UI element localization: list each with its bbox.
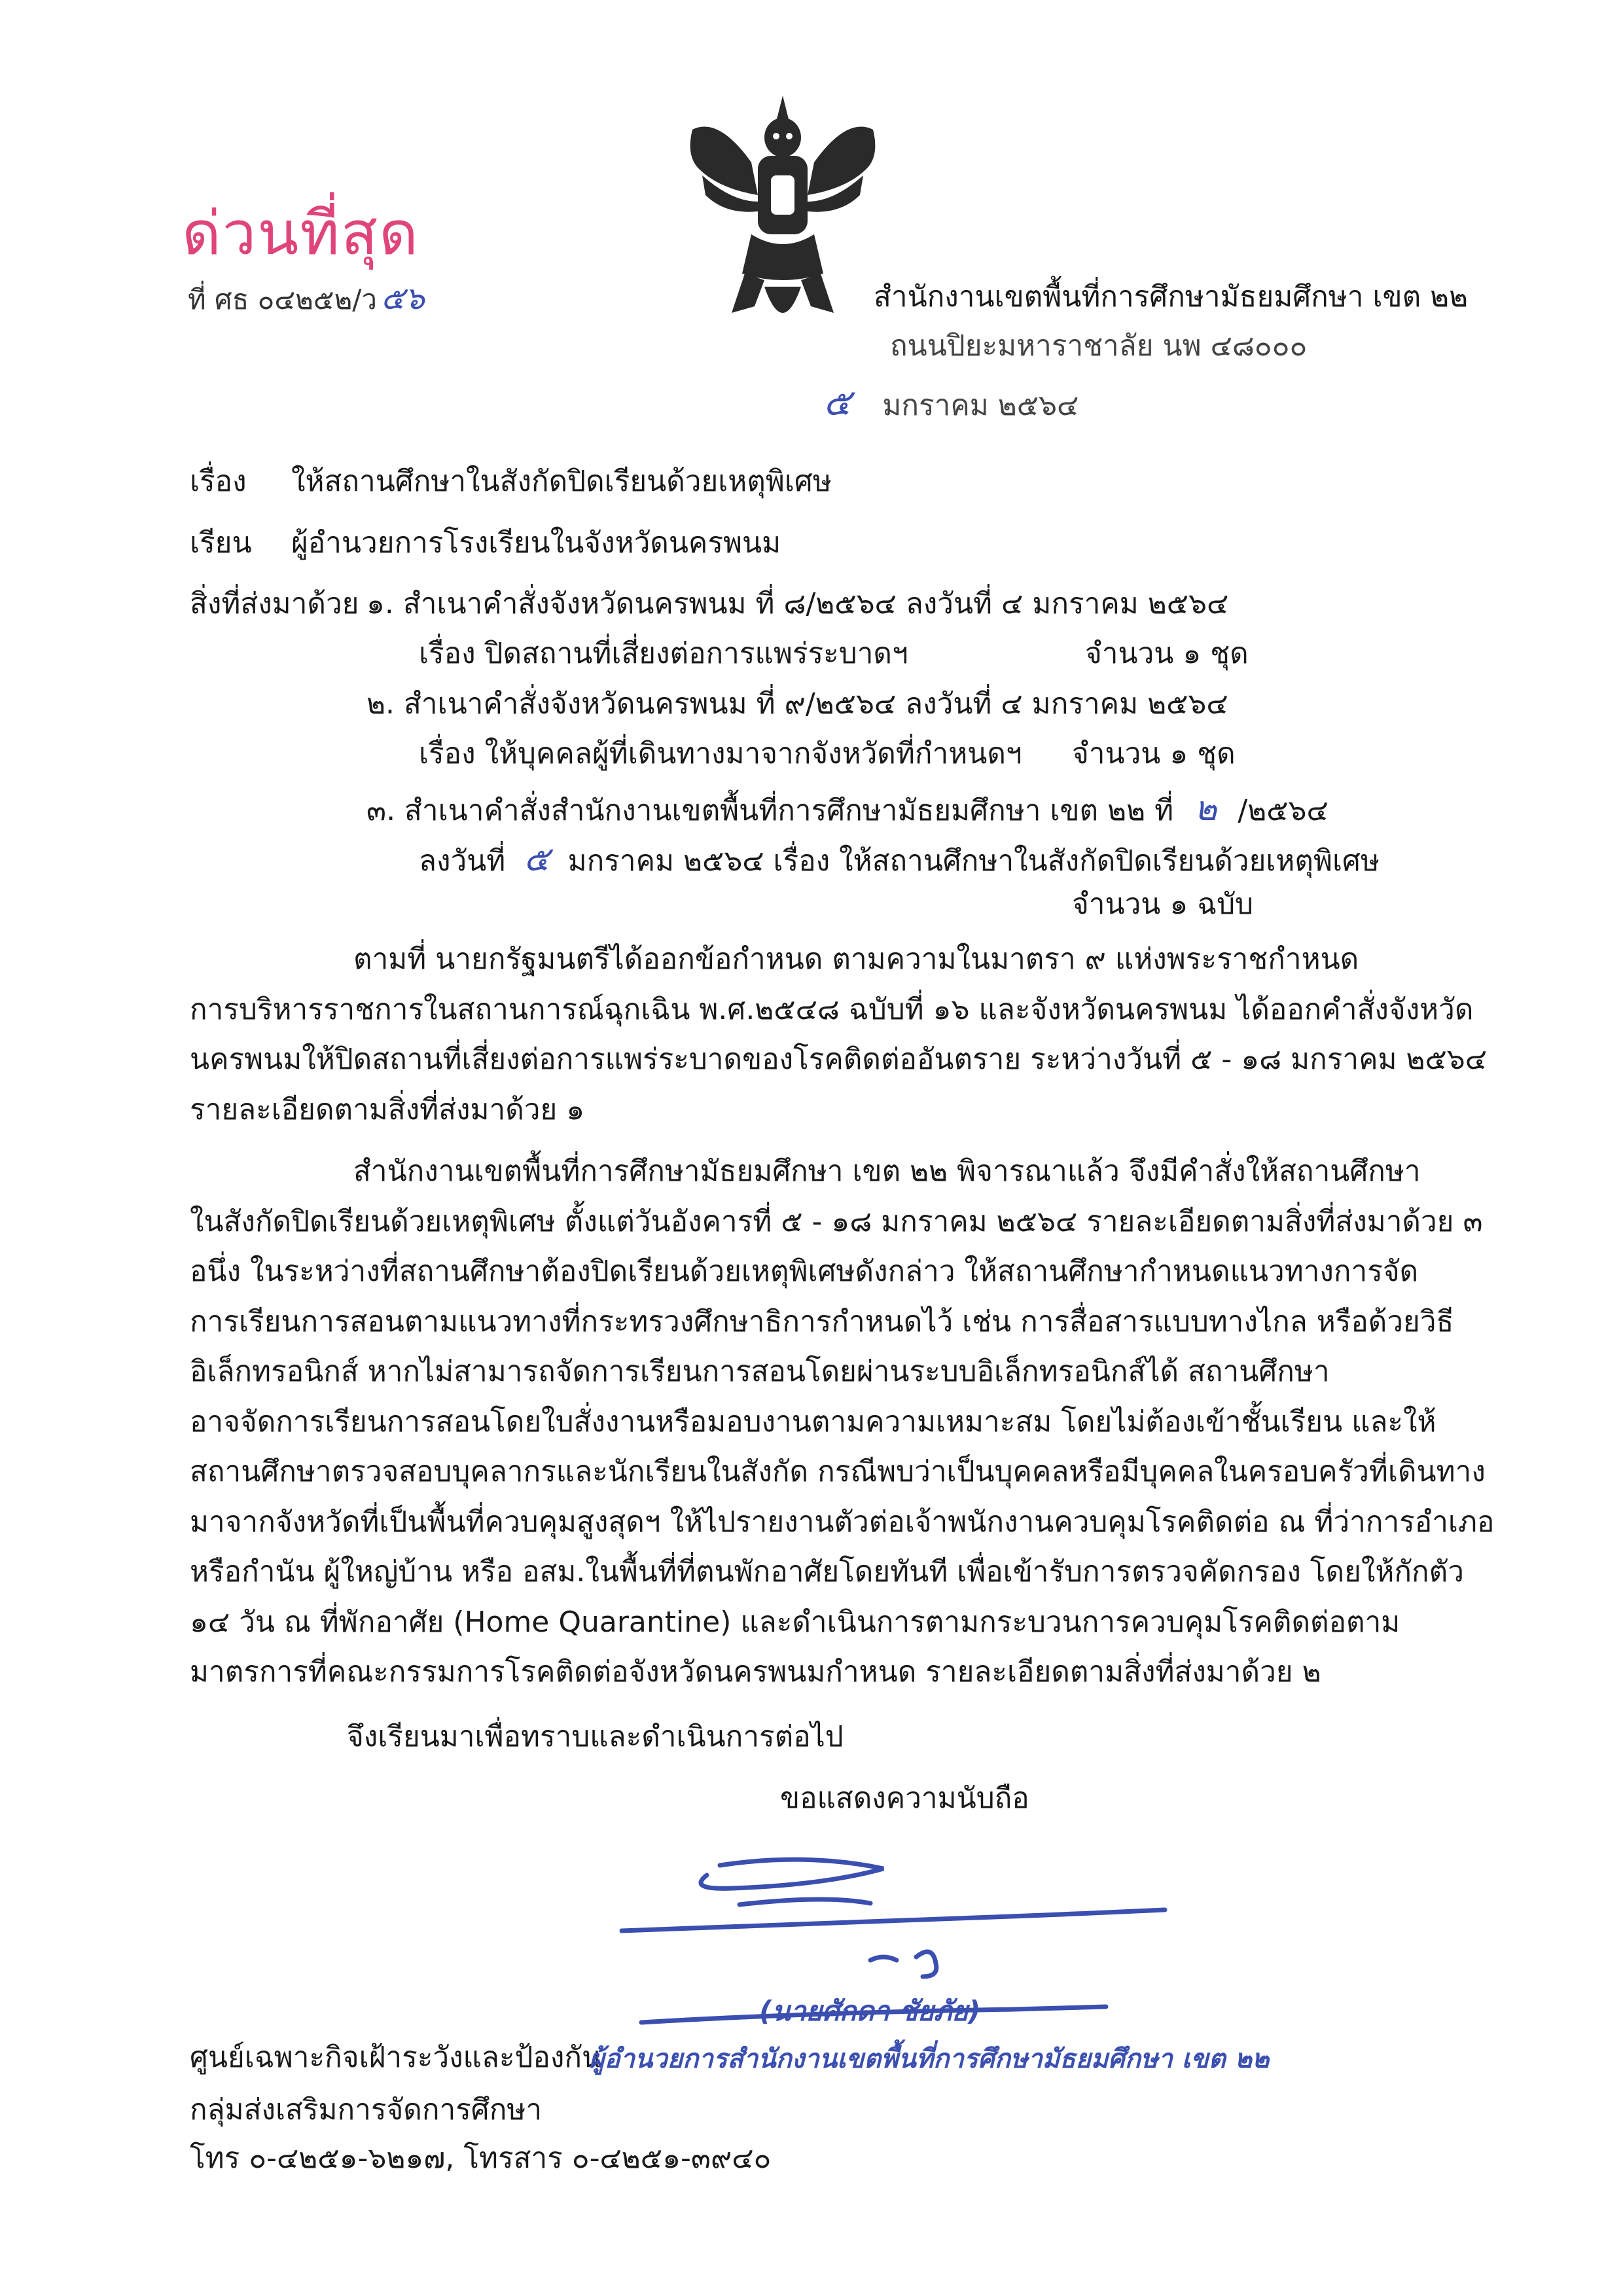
office-address: ถนนปิยะมหาราชาลัย นพ ๔๘๐๐๐ (890, 329, 1308, 363)
document-number (188, 274, 425, 323)
enclosure-3-qty: จำนวน ๑ ฉบับ (1072, 888, 1254, 921)
paragraph-2-line: มาตรการที่คณะกรรมการโรคติดต่อจังหวัดนครพนมกำหนด รายละเอียดตามสิ่งที่ส่งมาด้วย ๒ (190, 1655, 1321, 1689)
enclosure-3-line2 (419, 831, 1380, 886)
enclosure-3-date-label: ลงวันที่ (419, 844, 506, 878)
paragraph-1-line: ตามที่ นายกรัฐมนตรีได้ออกข้อกำหนด ตามความในมาตรา ๙ แห่งพระราชกำหนด (353, 942, 1359, 976)
office-name: สำนักงานเขตพื้นที่การศึกษามัธยมศึกษา เขต ๒๒ (874, 280, 1469, 314)
date-day-handwritten: ๕ (823, 382, 851, 424)
enclosure-2-qty: จำนวน ๑ ชุด (1072, 737, 1236, 770)
paragraph-2-line: ๑๔ วัน ณ ที่พักอาศัย (Home Quarantine) และดำเนินการตามกระบวนการควบคุมโรคติดต่อตาม (190, 1605, 1400, 1639)
enclosure-3-line1 (366, 781, 1329, 835)
paragraph-2-line: ในสังกัดปิดเรียนด้วยเหตุพิเศษ ตั้งแต่วันอังคารที่ ๕ - ๑๘ มกราคม ๒๕๖๔ รายละเอียดตามสิ่งที่ส่งมาด้วย ๓ (190, 1204, 1483, 1238)
closing-text: จึงเรียนมาเพื่อทราบและดำเนินการต่อไป (347, 1720, 844, 1753)
enclosure-3-line1-text: ๓. สำเนาคำสั่งสำนักงานเขตพื้นที่การศึกษามัธยมศึกษา เขต ๒๒ ที่ (366, 794, 1174, 827)
footer-group: กลุ่มส่งเสริมการจัดการศึกษา (190, 2093, 543, 2126)
document-date (823, 373, 1079, 431)
paragraph-2-line: อาจจัดการเรียนการสอนโดยใบสั่งงานหรือมอบงานตามความเหมาะสม โดยไม่ต้องเข้าชั้นเรียน และให้ (190, 1405, 1436, 1439)
paragraph-1-line: การบริหารราชการในสถานการณ์ฉุกเฉิน พ.ศ.๒๕๔๘ ฉบับที่ ๑๖ และจังหวัดนครพนม ได้ออกคำสั่งจังหวัด (190, 992, 1474, 1026)
enclosure-1-qty: จำนวน ๑ ชุด (1085, 637, 1249, 670)
enclosure-1-line2: เรื่อง ปิดสถานที่เสี่ยงต่อการแพร่ระบาดฯ (419, 637, 908, 670)
paragraph-2-line: หรือกำนัน ผู้ใหญ่บ้าน หรือ อสม.ในพื้นที่ที่ตนพักอาศัยโดยทันที เพื่อเข้ารับการตรวจคัดกรอง โดยให้กักตัว (190, 1555, 1464, 1588)
signatory-title: ผู้อำนวยการสำนักงานเขตพื้นที่การศึกษามัธยมศึกษา เขต ๒๒ (589, 2044, 1270, 2074)
paragraph-1-line: รายละเอียดตามสิ่งที่ส่งมาด้วย ๑ (190, 1092, 585, 1126)
enclosure-2-line2: เรื่อง ให้บุคคลผู้ที่เดินทางมาจากจังหวัดที่กำหนดฯ (419, 737, 1022, 770)
footer-unit: ศูนย์เฉพาะกิจเฝ้าระวังและป้องกัน (190, 2041, 602, 2074)
regards-text: ขอแสดงความนับถือ (780, 1782, 1029, 1815)
enclosure-1-line1: ๑. สำเนาคำสั่งจังหวัดนครพนม ที่ ๘/๒๕๖๔ ลงวันที่ ๔ มกราคม ๒๕๖๔ (366, 587, 1229, 620)
paragraph-2-line: มาจากจังหวัดที่เป็นพื้นที่ควบคุมสูงสุดฯ ให้ไปรายงานตัวต่อเจ้าพนักงานควบคุมโรคติดต่อ ณ ที่ว่าการอำเภอ (190, 1505, 1495, 1539)
enclosure-3-day-handwritten: ๕ (524, 840, 550, 879)
paragraph-2-line: การเรียนการสอนตามแนวทางที่กระทรวงศึกษาธิการกำหนดไว้ เช่น การสื่อสารแบบทางไกล หรือด้วยวิธี (190, 1304, 1454, 1338)
paragraph-2-line: อิเล็กทรอนิกส์ หากไม่สามารถจัดการเรียนการสอนโดยผ่านระบบอิเล็กทรอนิกส์ได้ สถานศึกษา (190, 1355, 1330, 1388)
signatory-name: (นายศักดา ชัยภัย) (759, 1995, 981, 2027)
paragraph-2 (190, 1147, 1495, 1698)
document-number-handwritten: ๕๖ (381, 280, 425, 317)
document-number-prefix: ที่ ศธ ๐๔๒๕๒/ว (188, 283, 377, 315)
enclosure-3-year: /๒๕๖๔ (1238, 794, 1329, 827)
urgency-stamp: ด่วนที่สุด (182, 198, 419, 268)
paragraph-1 (190, 935, 1488, 1135)
date-text: มกราคม ๒๕๖๔ (882, 389, 1079, 422)
enclosures-label: สิ่งที่ส่งมาด้วย (190, 587, 359, 620)
enclosure-3-number-handwritten: ๒ (1194, 789, 1217, 829)
paragraph-2-line: สถานศึกษาตรวจสอบบุคลากรและนักเรียนในสังกัด กรณีพบว่าเป็นบุคคลหรือมีบุคคลในครอบครัวที่เดินทาง (190, 1455, 1486, 1488)
subject-text: ให้สถานศึกษาในสังกัดปิดเรียนด้วยเหตุพิเศษ (291, 465, 832, 498)
subject-label: เรื่อง (190, 465, 247, 498)
garuda-emblem (679, 90, 886, 339)
paragraph-2-line: อนึ่ง ในระหว่างที่สถานศึกษาต้องปิดเรียนด้วยเหตุพิเศษดังกล่าว ให้สถานศึกษากำหนดแนวทางการจัด (190, 1255, 1419, 1288)
enclosure-2-line1: ๒. สำเนาคำสั่งจังหวัดนครพนม ที่ ๙/๒๕๖๔ ลงวันที่ ๔ มกราคม ๒๕๖๔ (366, 687, 1228, 721)
to-label: เรียน (190, 526, 252, 560)
enclosure-3-date-subject: มกราคม ๒๕๖๔ เรื่อง ให้สถานศึกษาในสังกัดปิดเรียนด้วยเหตุพิเศษ (567, 844, 1380, 878)
paragraph-1-line: นครพนมให้ปิดสถานที่เสี่ยงต่อการแพร่ระบาดของโรคติดต่ออันตราย ระหว่างวันที่ ๕ - ๑๘ มกราคม ๒๕๖๔ (190, 1043, 1488, 1076)
to-text: ผู้อำนวยการโรงเรียนในจังหวัดนครพนม (291, 526, 781, 560)
paragraph-2-line: สำนักงานเขตพื้นที่การศึกษามัธยมศึกษา เขต ๒๒ พิจารณาแล้ว จึงมีคำสั่งให้สถานศึกษา (353, 1155, 1421, 1188)
footer-contact: โทร ๐-๔๒๕๑-๖๒๑๗, โทรสาร ๐-๔๒๕๑-๓๙๔๐ (190, 2142, 772, 2175)
